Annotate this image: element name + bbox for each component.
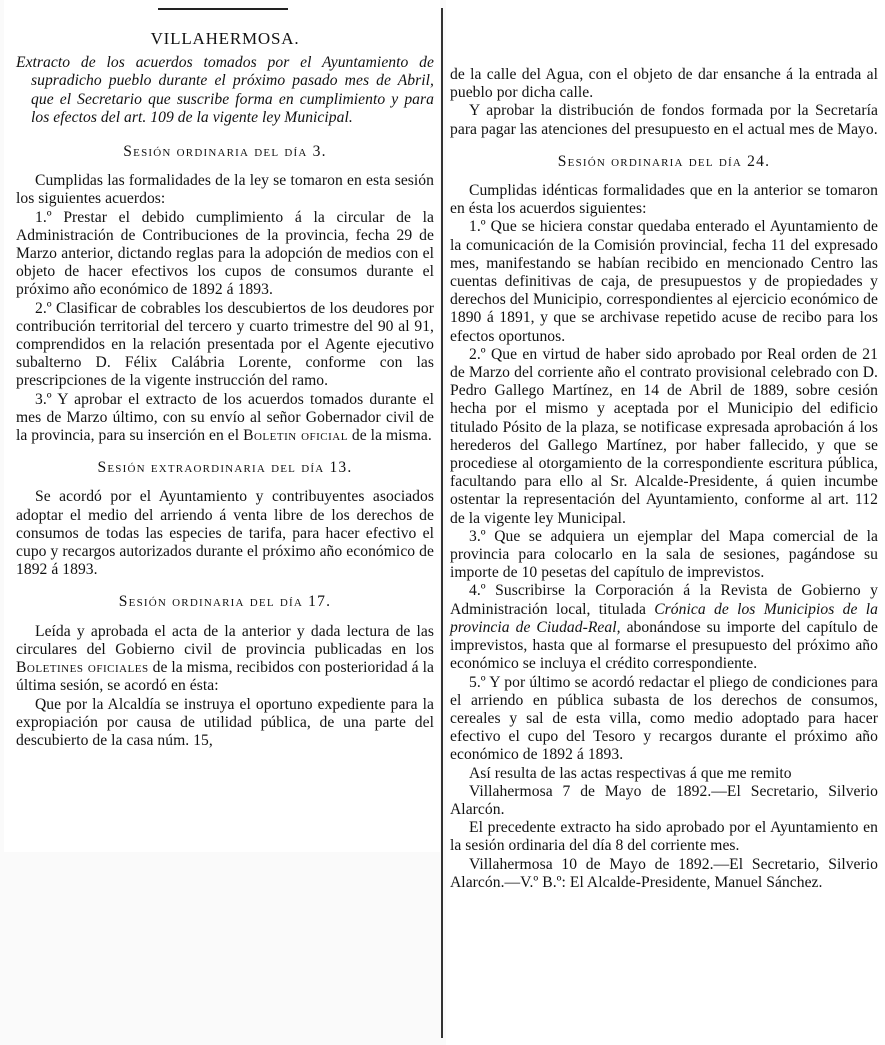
- closing-line-1: Así resulta de las actas respectivas á que me remito: [469, 764, 792, 782]
- cronica-title: Crónica de los Municipios de la provincia de Ciudad-Real,: [450, 600, 878, 636]
- session-24-item-2: 2.º Que en virtud de haber sido aprobado por Real orden de 21 de Marzo del corriente año el contrato provisional celebrado con D. Pedro Gallego Martínez, en 14 de Abril de 1889, sobre cesión hecha por el mismo y aceptada por el Municipio del edificio titulado Pósito de la plaza, se notificase expresada aprobación á los herederos del Gallego Martínez, por haber fallecido, y que se procediese al otorgamiento de la correspondiente escritura pública, facultando para ello al Sr. Alcalde-Presidente, á quien incumbe ostentar la representación del Ayuntamiento, conforme al art. 112 de la vigente ley Municipal.: [450, 345, 878, 527]
- session-24-item-4: [450, 582, 878, 673]
- session-heading-17: Sesión ordinaria del día 17.: [118, 593, 332, 611]
- session-heading-3: Sesión ordinaria del día 3.: [123, 143, 327, 161]
- boletines-oficiales-ref: Boletines oficiales: [16, 659, 149, 677]
- session-24-item-4-text: 4.º Suscribirse la Corporación á la Revista de Gobierno y Administración local, titulada: [450, 582, 878, 618]
- intro-paragraph: Extracto de los acuerdos tomados por el Ayuntamiento de supradicho pueblo durante el próximo pasado mes de Abril, que el Secretario que suscribe forma en cumplimiento y para los efectos del art. 109 de la vigente ley Municipal.: [16, 54, 434, 126]
- session-3-item-2: 2.º Clasificar de cobrables los descubiertos de los deudores por contribución territorial del tercero y cuarto trimestre del 90 al 91, comprendidos en la relación presentada por el Agente ejecutivo subalterno D. Félix Calábria Lorente, conforme con las prescripciones de la vigente instrucción del ramo.: [16, 299, 434, 390]
- right-column: [446, 0, 885, 1045]
- column-divider: [441, 8, 443, 1038]
- session-heading-24: Sesión ordinaria del día 24.: [557, 152, 771, 170]
- closing-signature-2: Villahermosa 10 de Mayo de 1892.—El Secretario, Silverio Alarcón.—V.º B.º: El Alcalde-Presidente, Manuel Sánchez.: [450, 855, 878, 891]
- session-13-paragraph: Se acordó por el Ayuntamiento y contribuyentes asociados adoptar el medio del arriendo á venta libre de los derechos de consumos de todas las especies de tarifa, para hacer efectivo el cupo y recargos autorizados durante el próximo año económico de 1892 á 1893.: [16, 488, 434, 579]
- document-title: VILLAHERMOSA.: [150, 29, 300, 48]
- closing-approval: El precedente extracto ha sido aprobado por el Ayuntamiento en la sesión ordinaria del día 8 del corriente mes.: [450, 819, 878, 855]
- session-3-item-3-text: 3.º Y aprobar el extracto de los acuerdos tomados durante el mes de Marzo último, con su envío al señor Gobernador civil de la provincia, para su inserción en el: [16, 390, 434, 445]
- session-17-paragraph-1: [16, 623, 434, 696]
- boletin-oficial-ref: Boletin oficial: [243, 427, 348, 445]
- left-column-text: [16, 0, 434, 750]
- session-3-paragraph: Cumplidas las formalidades de la ley se tomaron en esta sesión los siguientes acuerdos:: [16, 172, 434, 208]
- session-24-item-3: 3.º Que se adquiera un ejemplar del Mapa comercial de la provincia para colocarlo en la sala de sesiones, pagándose su importe de 10 pesetas del capítulo de imprevistos.: [450, 527, 878, 582]
- right-column-text: [450, 66, 878, 892]
- session-3-item-1: 1.º Prestar el debido cumplimiento á la circular de la Administración de Contribuciones de la provincia, fecha 29 de Marzo anterior, dictando reglas para la adopción de medios con el objeto de hacer efectivos los cupos de consumos durante el próximo año económico de 1892 á 1893.: [16, 208, 434, 299]
- session-3-item-3: [16, 391, 434, 446]
- session-24-item-4-tail: abonándose su importe del capítulo de imprevistos, hasta que al formarse el presupuesto del próximo año económico se incluya el crédito correspondiente.: [450, 618, 878, 673]
- session-24-paragraph: Cumplidas idénticas formalidades que en la anterior se tomaron en ésta los acuerdos siguientes:: [450, 182, 878, 218]
- left-column: [4, 0, 440, 852]
- closing-signature-1: Villahermosa 7 de Mayo de 1892.—El Secretario, Silverio Alarcón.: [450, 782, 878, 818]
- session-3-item-3-tail: de la misma.: [347, 427, 432, 445]
- session-24-item-1: 1.º Que se hiciera constar quedaba enterado el Ayuntamiento de la comunicación de la Comisión provincial, fecha 11 del expresado mes, manifestando se habían recibido en mencionado Centro las cuentas definitivas de caja, de presupuestos y de propiedades y derechos del Municipio, correspondientes al ejercicio económico de 1890 á 1891, y que se archivase repetido acuse de recibo para los efectos oportunos.: [450, 218, 878, 345]
- session-heading-13: Sesión extraordinaria del día 13.: [97, 459, 353, 477]
- session-24-item-5: 5.º Y por último se acordó redactar el pliego de condiciones para el arriendo en pública subasta de los derechos de consumos, cereales y sal de esta villa, como medio adoptado para hacer efectivo el cupo del Tesoro y recargos durante el próximo año económico de 1892 á 1893.: [450, 673, 878, 764]
- session-17-p1-tail: de la misma, recibidos con posterioridad á la última sesión, se acordó en ésta:: [16, 659, 434, 695]
- session-17-p1-text: Leída y aprobada el acta de la anterior y dada lectura de las circulares del Gobierno civil de provincia publicadas en los: [16, 622, 434, 658]
- session-17-paragraph-2-continued: de la calle del Agua, con el objeto de dar ensanche á la entrada al pueblo por dicha calle.: [450, 66, 878, 102]
- session-17-paragraph-2: Que por la Alcaldía se instruya el oportuno expediente para la expropiación por causa de utilidad pública, de una parte del descubierto de la casa núm. 15,: [16, 695, 434, 749]
- session-17-paragraph-3: Y aprobar la distribución de fondos formada por la Secretaría para pagar las atenciones del presupuesto en el actual mes de Mayo.: [450, 102, 878, 138]
